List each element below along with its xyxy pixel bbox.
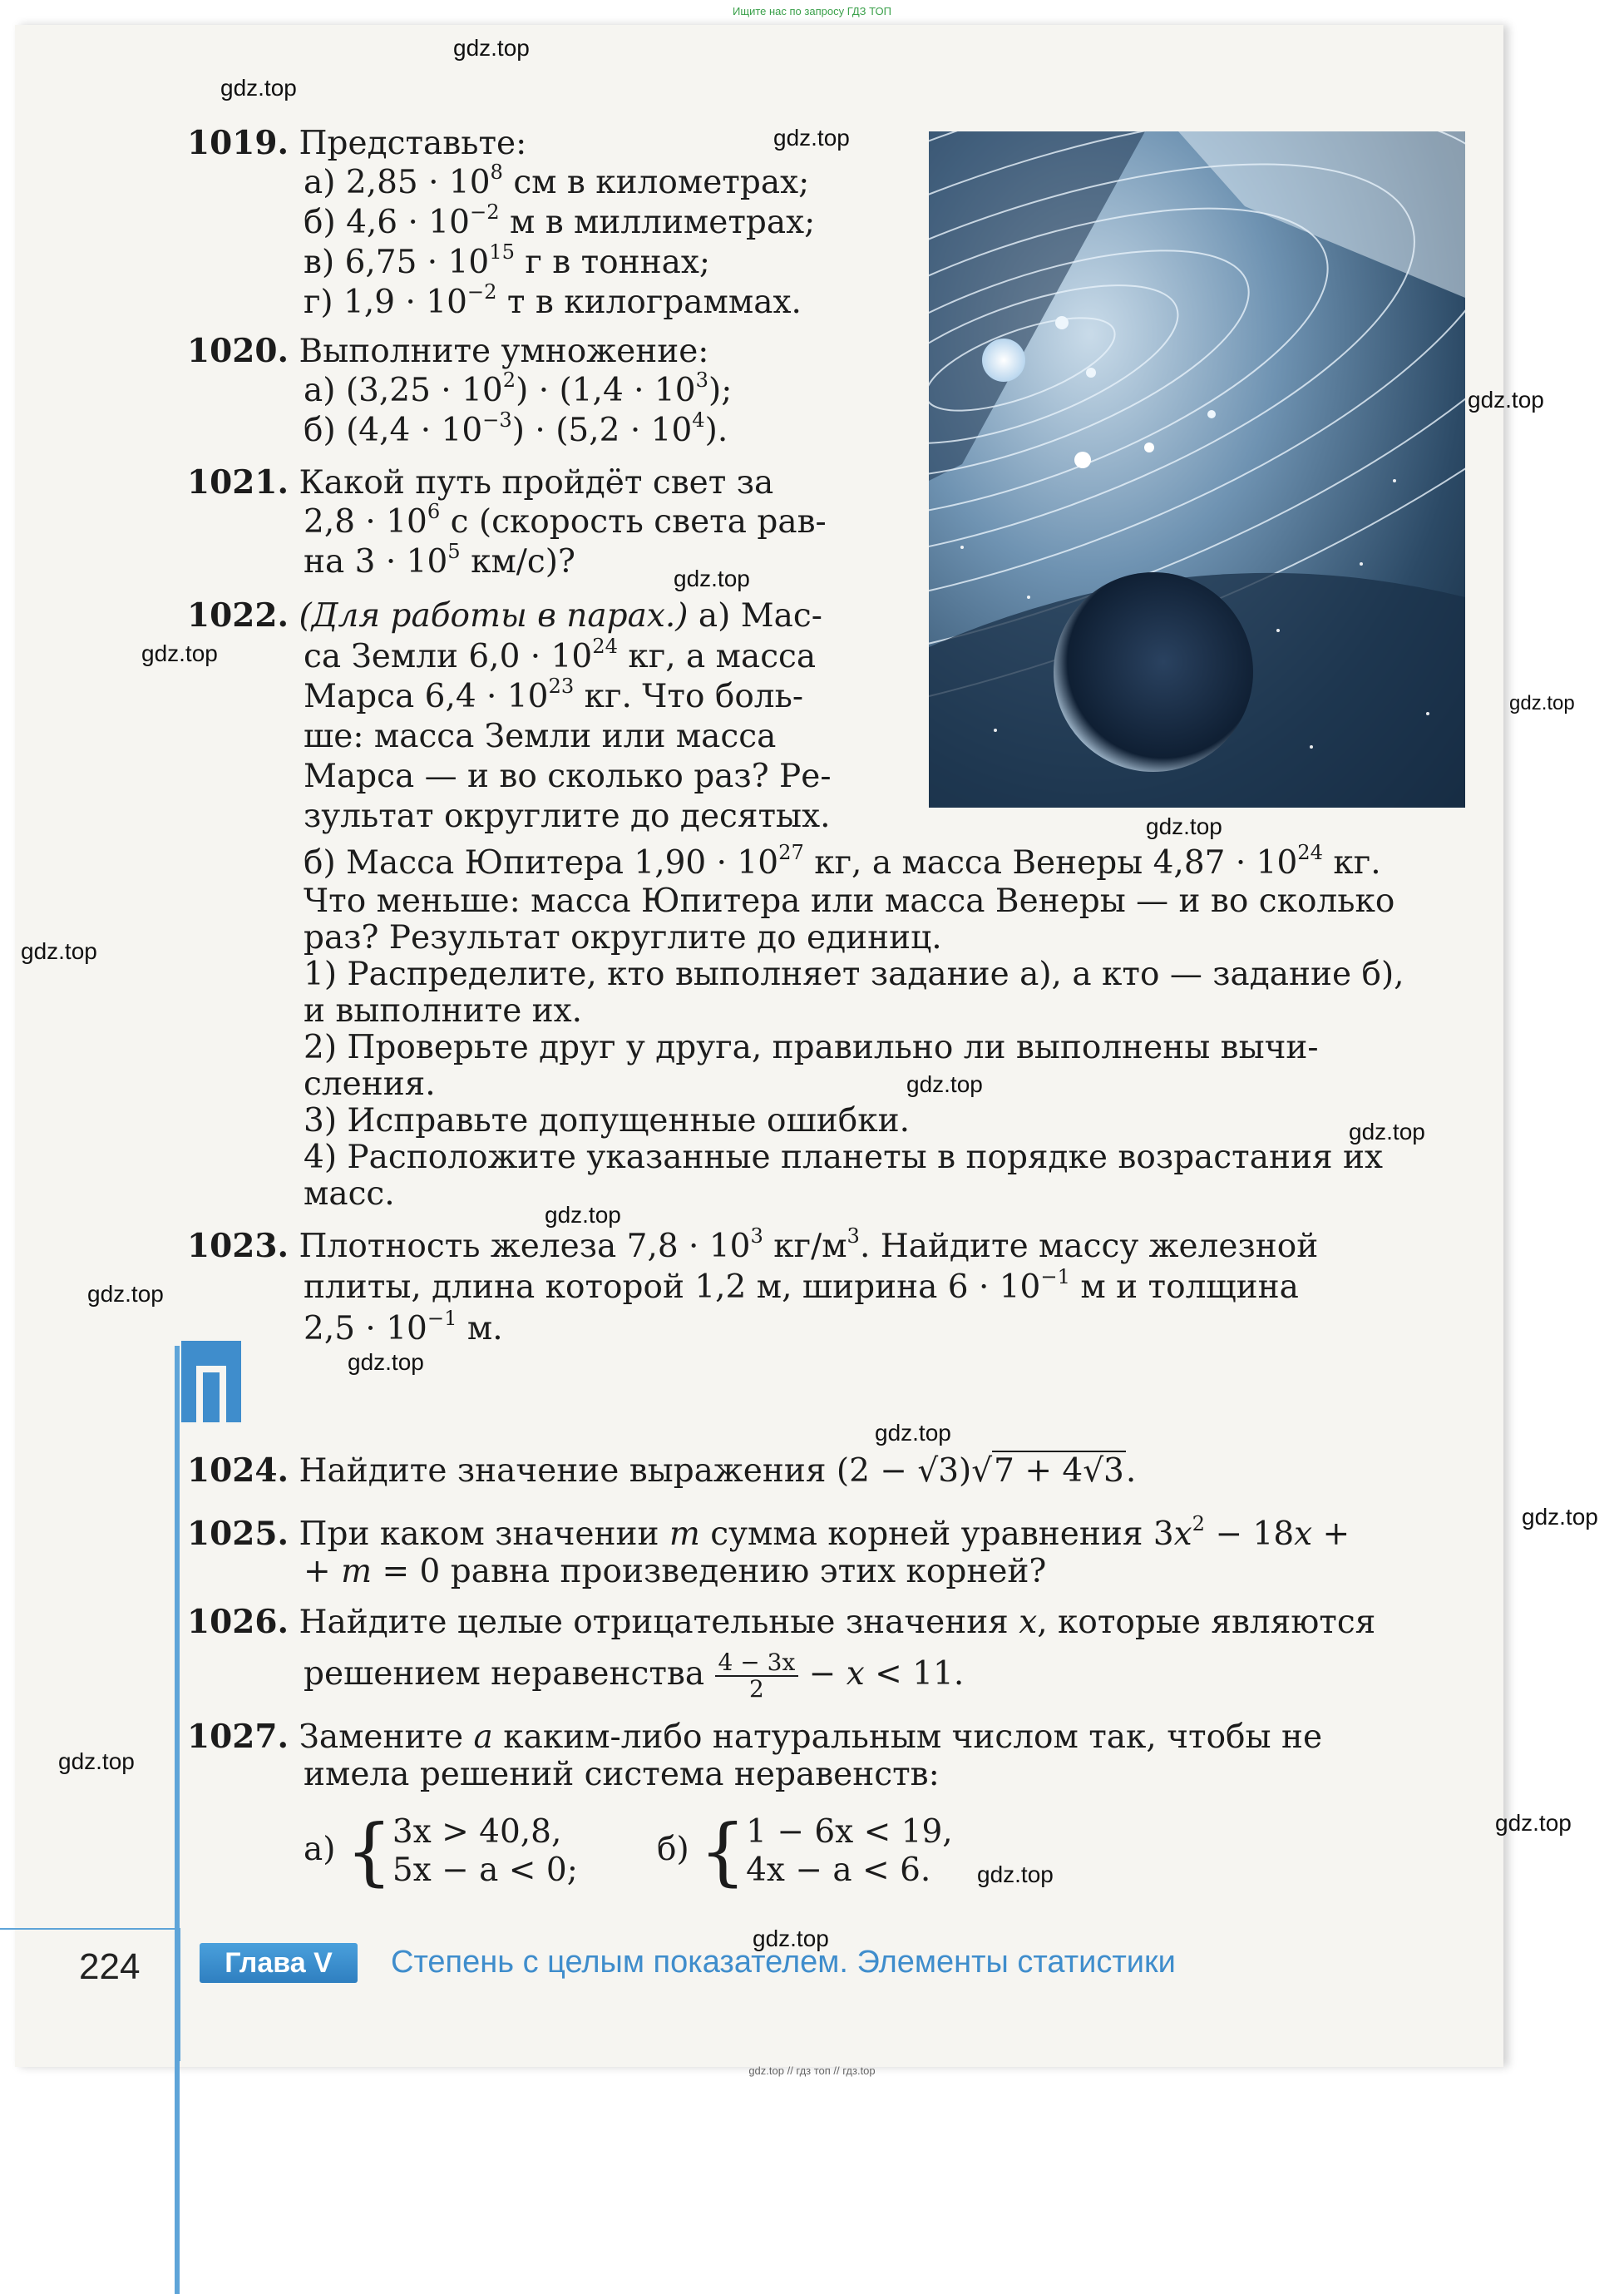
watermark: gdz.top — [453, 35, 530, 61]
watermark: gdz.top — [753, 1926, 829, 1951]
problem-1027-line1: 1027. Замените a каким-либо натуральным числом так, чтобы не — [187, 1718, 1323, 1756]
watermark: gdz.top — [875, 1420, 951, 1446]
problem-1019-b: б) $4,6 \cdot 10^{-2}$ м в миллиметрах; — [304, 200, 816, 241]
watermark: gdz.top — [21, 938, 97, 964]
watermark: gdz.top — [545, 1202, 621, 1228]
watermark: gdz.top — [674, 566, 750, 591]
problem-1022-line16: масс. — [304, 1175, 395, 1213]
problem-1020-a: а) $(3,25 \cdot 10^2) \cdot (1,4 \cdot 10^3)$; — [304, 368, 733, 409]
problem-1026-line2: решением неравенства $\frac{4 - 3x}{2}$ − x < 11. — [304, 1649, 965, 1703]
problem-1023-line1: 1023. Плотность железа $7,8 \cdot 10^3$ $кг/м^3$. Найдите массу железной — [187, 1224, 1319, 1265]
problem-1022-line10: 1) Распределите, кто выполняет задание а), а кто — задание б), — [304, 956, 1404, 993]
problem-1027-line2: имела решений система неравенств: — [304, 1756, 940, 1793]
problem-1022-line3: Марса $6,4 \cdot 10^{23}$ кг. Что боль- — [304, 675, 803, 715]
watermark: gdz.top — [977, 1861, 1054, 1887]
inequality-fraction: $\frac{4 - 3x}{2}$ — [715, 1650, 799, 1702]
problem-1019-a: а) $2,85 \cdot 10^8$ см в километрах; — [304, 161, 810, 201]
watermark: gdz.top — [1495, 1810, 1572, 1836]
problem-1021-line2: $2,8 \cdot 10^6$ с (скорость света рав- — [304, 500, 827, 541]
footer-note: gdz.top // гдз топ // гдз.top — [748, 2064, 876, 2077]
problem-1019-intro: 1019. Представьте: — [187, 124, 527, 162]
problem-1022-line13: сления. — [304, 1065, 436, 1103]
chapter-title: Степень с целым показателем. Элементы статистики — [391, 1945, 1176, 1980]
problem-1027-system-b: б) {1 − 6x < 19, 4x − a < 6. — [657, 1808, 953, 1894]
problem-1027-system-a: а) {3x > 40,8, 5x − a < 0; — [304, 1808, 578, 1894]
problem-1020-intro: 1020. Выполните умножение: — [187, 332, 709, 370]
problem-1022-line8: Что меньше: масса Юпитера или масса Венеры — и во сколько — [304, 882, 1395, 920]
watermark: gdz.top — [87, 1281, 164, 1307]
watermark: gdz.top — [220, 75, 297, 101]
space-illustration — [929, 131, 1465, 808]
problem-1022-line7: б) Масса Юпитера $1,90 \cdot 10^{27}$ кг, а масса Венеры $4,87 \cdot 10^{24}$ кг. — [304, 841, 1381, 882]
problem-1022-line14: 3) Исправьте допущенные ошибки. — [304, 1102, 910, 1140]
watermark: gdz.top — [1522, 1504, 1598, 1530]
p-section-marker-glyph — [196, 1366, 226, 1422]
page-number: 224 — [79, 1946, 141, 1987]
problem-1020-b: б) $(4,4 \cdot 10^{-3}) \cdot (5,2 \cdot 10^4)$. — [304, 408, 728, 449]
problem-1022-line4: ше: масса Земли или масса — [304, 718, 777, 755]
repetition-margin-rule — [175, 1346, 180, 2294]
watermark: gdz.top — [348, 1349, 424, 1375]
watermark: gdz.top — [141, 640, 218, 666]
problem-1022-line1: 1022. (Для работы в парах.) а) Мас- — [187, 596, 822, 635]
watermark: gdz.top — [1146, 813, 1222, 839]
problem-1019-d: г) $1,9 \cdot 10^{-2}$ т в килограммах. — [304, 280, 802, 321]
watermark: gdz.top — [773, 125, 850, 151]
problem-1022-line12: 2) Проверьте друг у друга, правильно ли выполнены вычи- — [304, 1029, 1319, 1066]
problem-1024: 1024. Найдите значение выражения (2 − √3)√7 + 4√3. — [187, 1451, 1137, 1490]
problem-1019-c: в) $6,75 \cdot 10^{15}$ г в тоннах; — [304, 240, 711, 281]
problem-1022-line2: са Земли $6,0 \cdot 10^{24}$ кг, а масса — [304, 635, 817, 675]
footer-rule — [0, 1928, 179, 1930]
watermark: gdz.top — [1468, 387, 1544, 413]
problem-1023-line2: плиты, длина которой 1,2 м, ширина $6 \cdot 10^{-1}$ м и толщина — [304, 1265, 1299, 1306]
problem-1022-line11: и выполните их. — [304, 992, 583, 1030]
problem-1022-line6: зультат округлите до десятых. — [304, 798, 831, 835]
watermark: gdz.top — [1349, 1119, 1425, 1145]
problem-1025-line1: 1025. При каком значении m сумма корней уравнения $3x^2 - 18x$ + — [187, 1512, 1350, 1553]
problem-1022-line5: Марса — и во сколько раз? Ре- — [304, 758, 832, 795]
footer-vertical-rule — [179, 1928, 180, 2061]
header-note: Ищите нас по запросу ГДЗ ТОП — [733, 5, 891, 17]
watermark: gdz.top — [58, 1748, 135, 1774]
watermark: gdz.top — [1509, 692, 1575, 714]
problem-1025-line2: + m = 0 равна произведению этих корней? — [304, 1553, 1047, 1590]
problem-1026-line1: 1026. Найдите целые отрицательные значения x, которые являются — [187, 1603, 1376, 1641]
problem-1022-line9: раз? Результат округлите до единиц. — [304, 919, 942, 957]
problem-1022-line15: 4) Расположите указанные планеты в порядке возрастания их — [304, 1139, 1383, 1176]
problem-1023-line3: $2,5 \cdot 10^{-1}$ м. — [304, 1307, 503, 1347]
problem-1021-line1: 1021. Какой путь пройдёт свет за — [187, 463, 774, 502]
problem-1021-line3: на $3 \cdot 10^5$ км/с)? — [304, 540, 575, 581]
watermark: gdz.top — [906, 1071, 983, 1097]
chapter-badge: Глава V — [200, 1943, 358, 1983]
